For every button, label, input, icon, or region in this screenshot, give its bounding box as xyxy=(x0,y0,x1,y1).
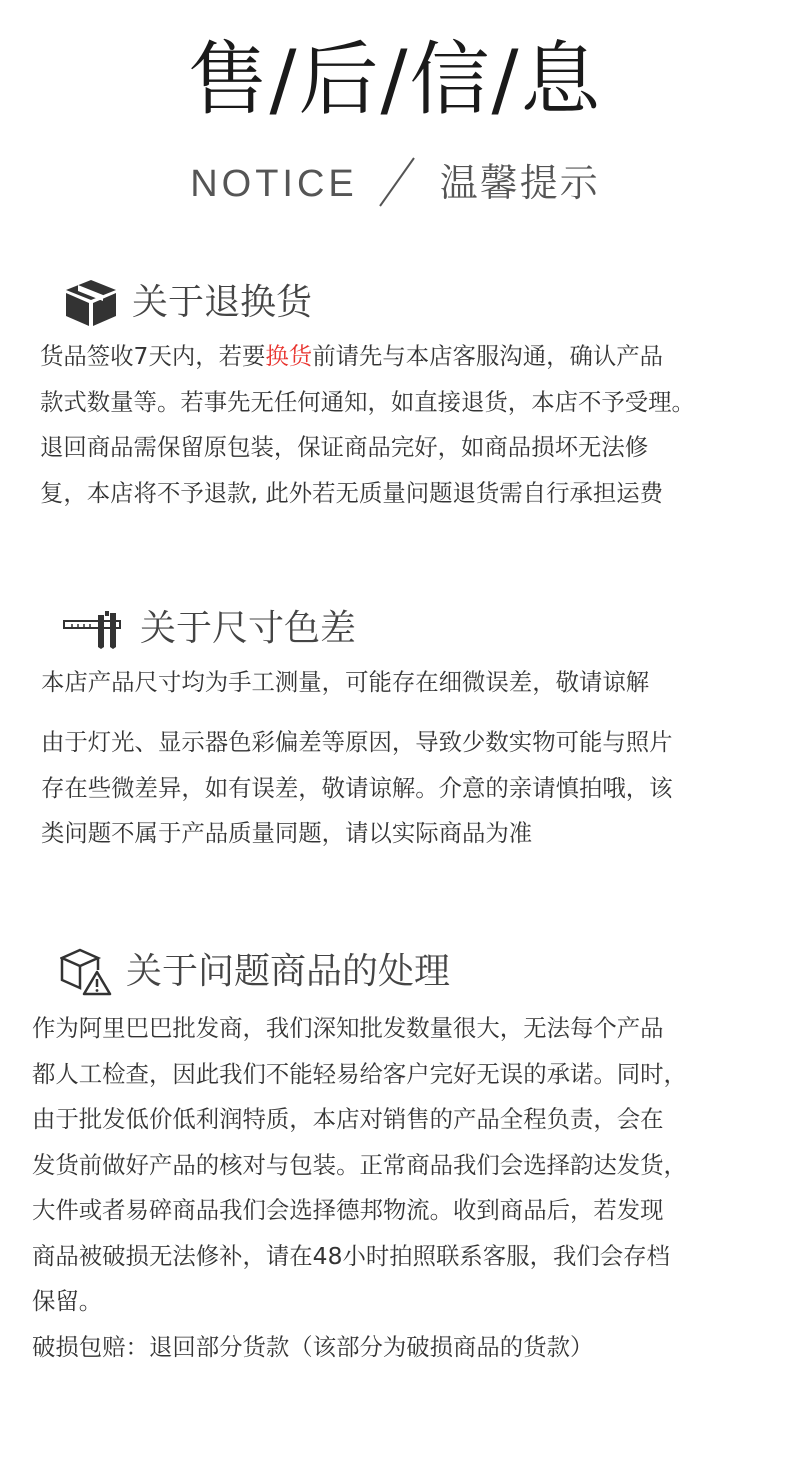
section-body-issues xyxy=(32,1006,687,1370)
highlight-text: 换货 xyxy=(265,342,313,370)
text-line: 都人工检查，因此我们不能轻易给客户完好无误的承诺。同时， xyxy=(32,1059,687,1088)
section-heading-label: 关于退换货 xyxy=(132,282,313,323)
section-heading-label: 关于问题商品的处理 xyxy=(126,951,451,992)
box-icon xyxy=(64,278,118,328)
text-line: 存在些微差异，如有误差，敬请谅解。介意的亲请慎拍哦，该 xyxy=(41,773,673,802)
damaged-box-warning-icon xyxy=(60,948,112,996)
text-line: 类问题不属于产品质量同题，请以实际商品为准 xyxy=(41,819,533,847)
section-body-returns xyxy=(40,334,695,516)
text-line: 发货前做好产品的核对与包装。正常商品我们会选择韵达发货， xyxy=(32,1150,687,1179)
notice-en-label: NOTICE xyxy=(190,163,358,205)
slash-divider-icon xyxy=(376,156,418,208)
text-line: 退回商品需保留原包装，保证商品完好，如商品损坏无法修 xyxy=(40,433,649,461)
section-heading-issues xyxy=(60,948,450,996)
text-line: 大件或者易碎商品我们会选择德邦物流。收到商品后，若发现 xyxy=(32,1196,664,1224)
text-line: 款式数量等。若事先无任何通知，如直接退货，本店不予受理。 xyxy=(40,387,695,416)
section-body-size-2 xyxy=(41,720,673,857)
caliper-icon xyxy=(62,609,126,649)
page-title: 售/后/信/息 xyxy=(187,33,603,126)
section-heading-label: 关于尺寸色差 xyxy=(140,608,357,649)
text-line: 商品被破损无法修补，请在48小时拍照联系客服，我们会存档 xyxy=(32,1241,670,1270)
text-line: 作为阿里巴巴批发商，我们深知批发数量很大，无法每个产品 xyxy=(32,1014,664,1042)
text-line: 本店产品尺寸均为手工测量，可能存在细微误差，敬请谅解 xyxy=(41,668,650,696)
section-heading-returns xyxy=(64,278,312,328)
text-line: 复，本店将不予退款, 此外若无质量问题退货需自行承担运费 xyxy=(40,478,664,507)
text-line: 由于灯光、显示器色彩偏差等原因，导致少数实物可能与照片 xyxy=(41,728,673,756)
text-line: 破损包赔：退回部分货款（该部分为破损商品的货款） xyxy=(32,1332,594,1361)
section-body-size-1 xyxy=(41,660,649,706)
text-line: 保留。 xyxy=(32,1287,103,1315)
notice-cn-label: 温馨提示 xyxy=(439,161,600,205)
notice-subtitle xyxy=(0,155,790,215)
text-line: 货品签收7天内，若要换货前请先与本店客服沟通，确认产品 xyxy=(40,342,664,370)
section-heading-size xyxy=(62,606,356,652)
text-line: 由于批发低价低利润特质，本店对销售的产品全程负责，会在 xyxy=(32,1105,664,1133)
